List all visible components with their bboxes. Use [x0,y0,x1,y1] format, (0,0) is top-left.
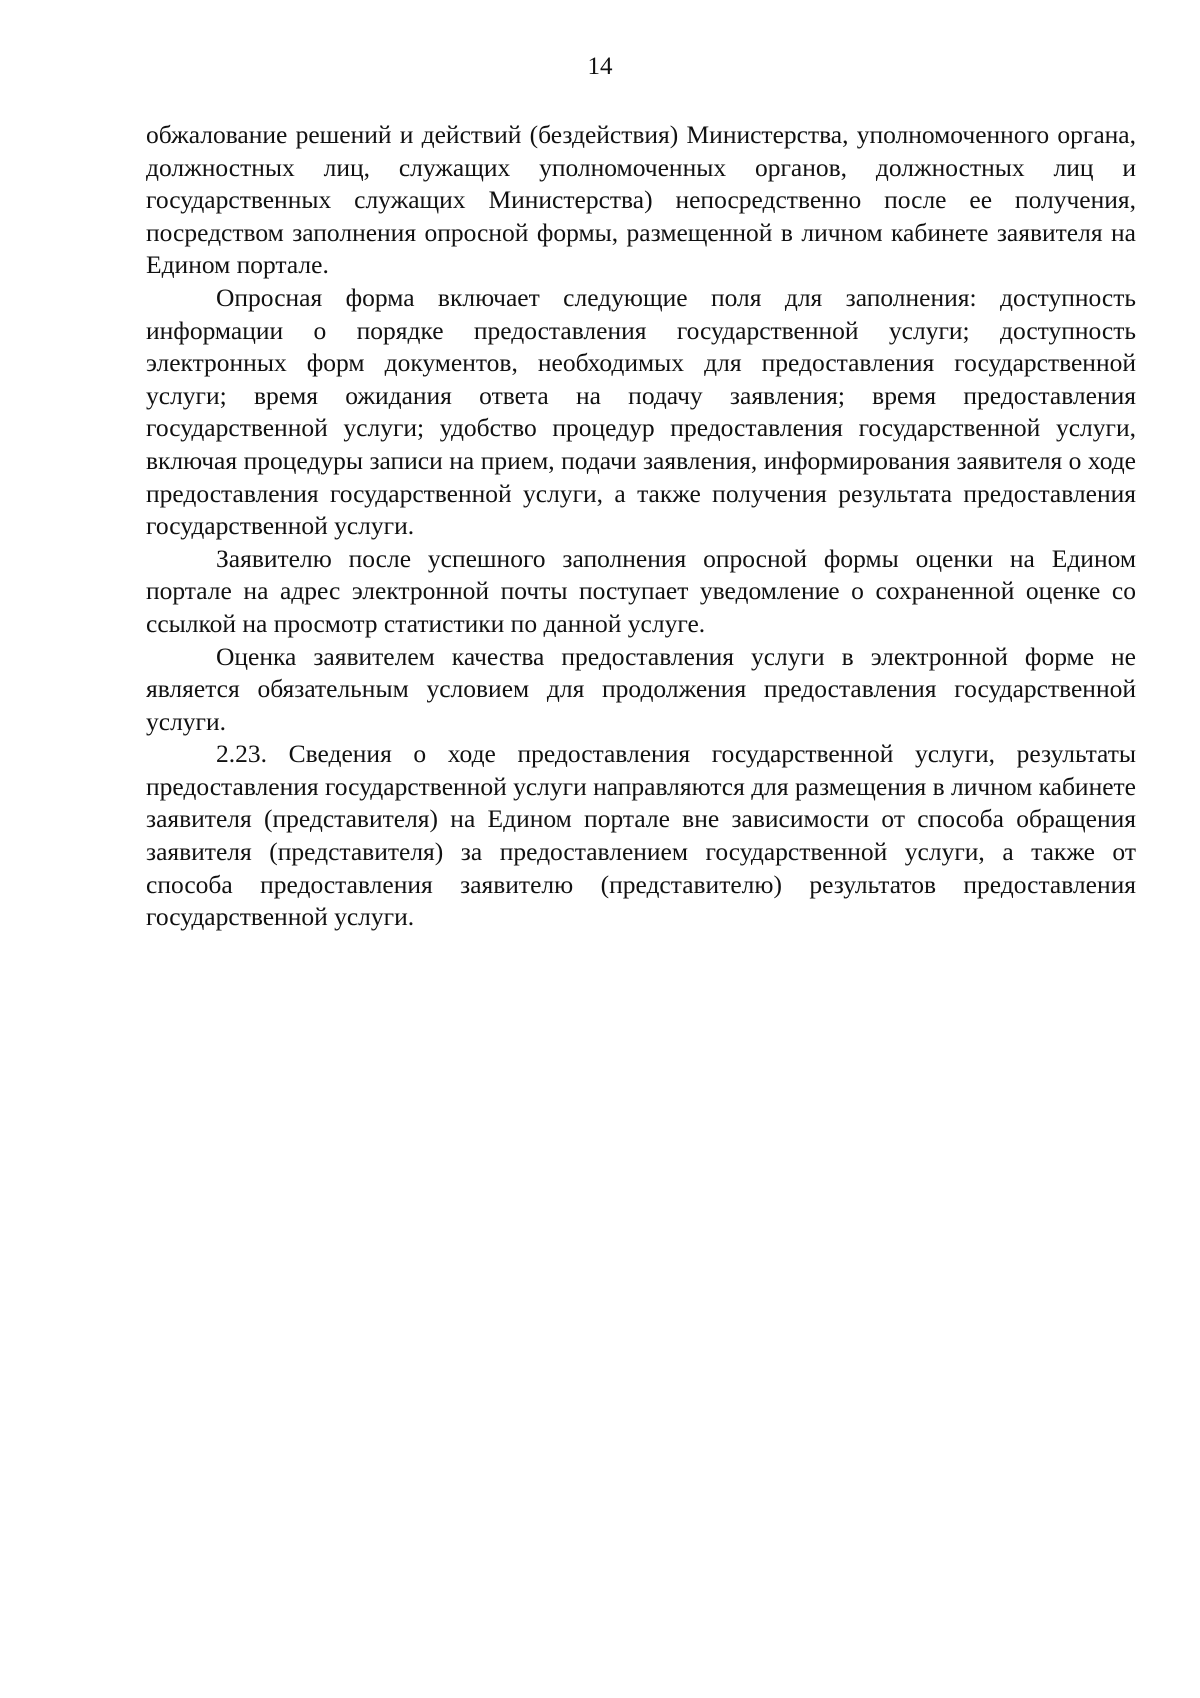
paragraph-optional-rating: Оценка заявителем качества предоставления услуги в электронной форме не является обязательным условием для продолжения предоставления государственной услуги. [146,641,1136,736]
paragraph-email-notification: Заявителю после успешного заполнения опросной формы оценки на Едином портале на адрес электронной почты поступает уведомление о сохраненной оценке со ссылкой на просмотр статистики по данной услуге. [146,543,1136,638]
document-body [146,119,1136,934]
paragraph-section-2-23: 2.23. Сведения о ходе предоставления государственной услуги, результаты предоставления государственной услуги направляются для размещения в личном кабинете заявителя (представителя) на Едином портале вне зависимости от способа обращения заявителя (представителя) за предоставлением государственной услуги, а также от способа предоставления заявителю (представителю) результатов предоставления государственной услуги. [146,739,1136,932]
page-number: 14 [587,53,613,80]
paragraph-continuation: обжалование решений и действий (бездействия) Министерства, уполномоченного органа, должностных лиц, служащих уполномоченных органов, должностных лиц и государственных служащих Министерства) непосредственно после ее получения, посредством заполнения опросной формы, размещенной в личном кабинете заявителя на Едином портале. [146,120,1136,280]
paragraph-survey-form-fields: Опросная форма включает следующие поля для заполнения: доступность информации о порядке предоставления государственной услуги; доступность электронных форм документов, необходимых для предоставления государственной услуги; время ожидания ответа на подачу заявления; время предоставления государственной услуги; удобство процедур предоставления государственной услуги, включая процедуры записи на прием, подачи заявления, информирования заявителя о ходе предоставления государственной услуги, а также получения результата предоставления государственной услуги. [146,282,1136,541]
